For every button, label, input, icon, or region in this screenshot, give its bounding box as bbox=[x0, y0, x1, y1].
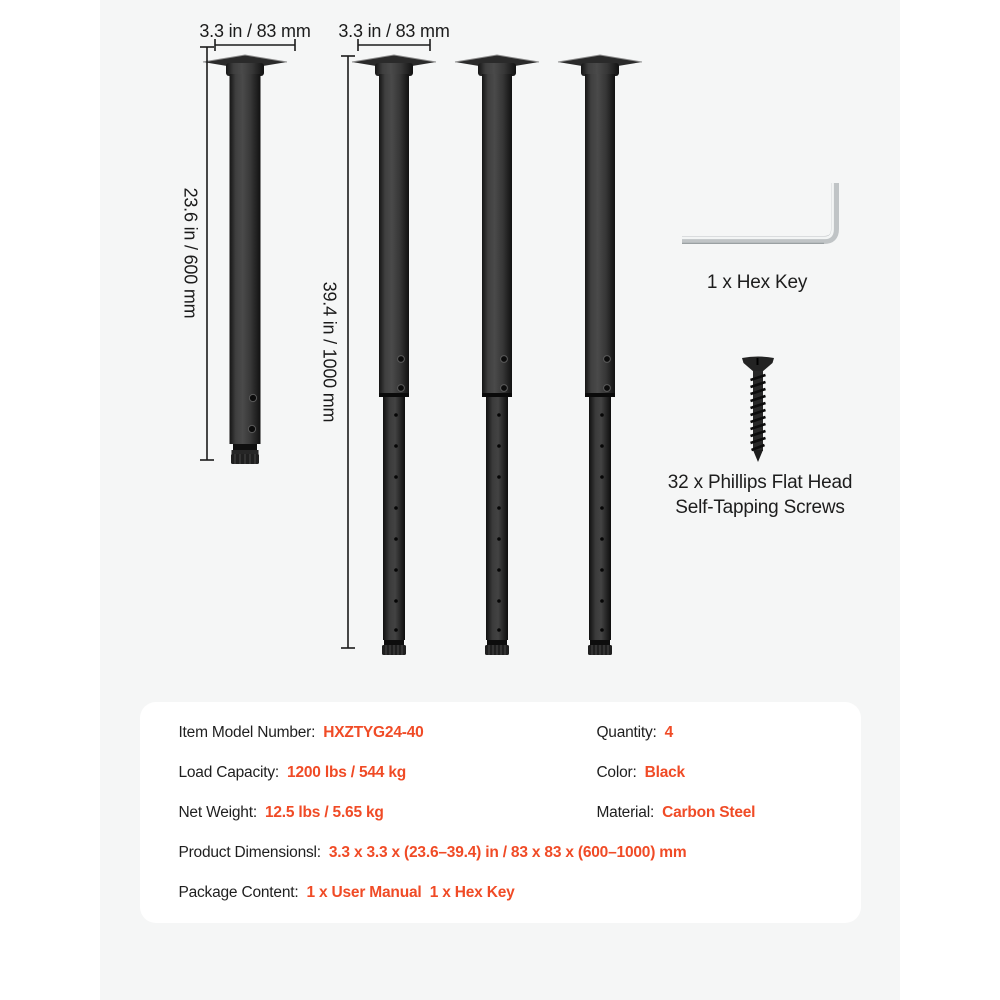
height-label-extended: 39.4 in / 1000 mm bbox=[319, 281, 340, 423]
screws-label-line1: 32 x Phillips Flat Head bbox=[667, 472, 853, 493]
height-label-retracted: 23.6 in / 600 mm bbox=[180, 187, 201, 319]
spec-value: Carbon Steel bbox=[662, 804, 756, 821]
screws-label bbox=[668, 470, 852, 520]
spec-label: Item Model Number: bbox=[178, 724, 316, 741]
screws-label-line2: Self-Tapping Screws bbox=[675, 497, 845, 518]
spec-label: Color: bbox=[596, 764, 637, 781]
spec-value: 4 bbox=[664, 724, 674, 741]
spec-value: 1 x User Manual 1 x Hex Key bbox=[306, 884, 515, 901]
spec-value: HXZTYG24-40 bbox=[323, 724, 424, 741]
spec-row-package-content bbox=[162, 866, 843, 920]
spec-panel bbox=[140, 702, 861, 923]
spec-label: Net Weight: bbox=[178, 804, 257, 821]
spec-value: 3.3 x 3.3 x (23.6–39.4) in / 83 x 83 x (600–1000) mm bbox=[328, 844, 687, 861]
spec-label: Product Dimensionsl: bbox=[178, 844, 321, 861]
spec-label: Load Capacity: bbox=[178, 764, 280, 781]
spec-value: 1200 lbs / 544 kg bbox=[287, 764, 407, 781]
spec-label: Package Content: bbox=[178, 884, 299, 901]
spec-label: Quantity: bbox=[596, 724, 657, 741]
width-label-right: 3.3 in / 83 mm bbox=[338, 21, 450, 41]
width-label-left: 3.3 in / 83 mm bbox=[199, 21, 311, 41]
spec-value: 12.5 lbs / 5.65 kg bbox=[264, 804, 384, 821]
spec-value: Black bbox=[644, 764, 685, 781]
hex-key-label: 1 x Hex Key bbox=[706, 272, 808, 293]
spec-label: Material: bbox=[596, 804, 655, 821]
